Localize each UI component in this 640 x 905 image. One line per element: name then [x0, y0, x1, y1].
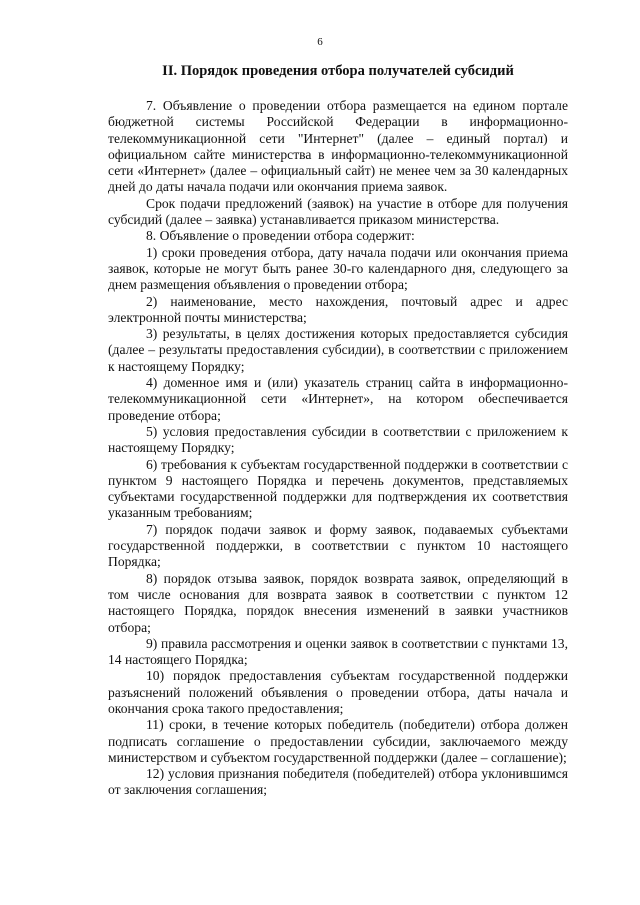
- list-item: 9) правила рассмотрения и оценки заявок в соответствии с пунктами 13, 14 настоящего Порядка;: [108, 635, 568, 668]
- paragraph: Срок подачи предложений (заявок) на участие в отборе для получения субсидий (далее – заявка) устанавливается приказом министерства.: [108, 195, 568, 228]
- list-item: 11) сроки, в течение которых победитель (победители) отбора должен подписать соглашение о предоставлении субсидии, заключаемого между министерством и субъектом государственной поддержки (далее – соглашение);: [108, 717, 568, 765]
- list-item: 3) результаты, в целях достижения которых предоставляется субсидия (далее – результаты предоставления субсидии), в соответствии с приложением к настоящему Порядку;: [108, 326, 568, 374]
- section-heading: II. Порядок проведения отбора получателей субсидий: [162, 63, 514, 79]
- list-item: 12) условия признания победителя (победителей) отбора уклонившимся от заключения соглашения;: [108, 766, 568, 798]
- section-body: [108, 98, 568, 799]
- list-item: 1) сроки проведения отбора, дату начала подачи или окончания приема заявок, которые не могут быть ранее 30-го календарного дня, следующего за днем размещения объявления о проведении отбора;: [108, 244, 568, 293]
- list-item: 7) порядок подачи заявок и форму заявок, подаваемых субъектами государственной поддержки, в соответствии с пунктом 10 настоящего Порядка;: [108, 521, 568, 570]
- paragraph: 7. Объявление о проведении отбора размещается на едином портале бюджетной системы Российской Федерации в информационно-телекоммуникационной сети "Интернет" (далее – единый портал) и официальном сайте министерства в информационно-телекоммуникационной сети «Интернет» (далее – официальный сайт) не менее чем за 30 календарных дней до даты начала подачи или окончания приема заявок.: [108, 98, 568, 195]
- list-item: 8) порядок отзыва заявок, порядок возврата заявок, определяющий в том числе основания для возврата заявок в соответствии с пунктом 12 настоящего Порядка, порядок внесения изменений в заявки участников отбора;: [108, 570, 568, 635]
- paragraph: 8. Объявление о проведении отбора содержит:: [146, 228, 415, 244]
- list-item: 5) условия предоставления субсидии в соответствии с приложением к настоящему Порядку;: [108, 423, 568, 456]
- list-item: 4) доменное имя и (или) указатель страниц сайта в информационно-телекоммуникационной сети «Интернет», на котором обеспечивается проведение отбора;: [108, 375, 568, 423]
- list-item: 2) наименование, место нахождения, почтовый адрес и адрес электронной почты министерства;: [108, 293, 568, 325]
- list-item: 6) требования к субъектам государственной поддержки в соответствии с пунктом 9 настоящего Порядка и перечень документов, представляемых субъектами государственной поддержки для подтверждения их соответствия указанным требованиям;: [108, 456, 568, 521]
- list-item: 10) порядок предоставления субъектам государственной поддержки разъяснений положений объявления о проведении отбора, даты начала и окончания срока такого предоставления;: [108, 668, 568, 716]
- page-number: 6: [317, 36, 323, 48]
